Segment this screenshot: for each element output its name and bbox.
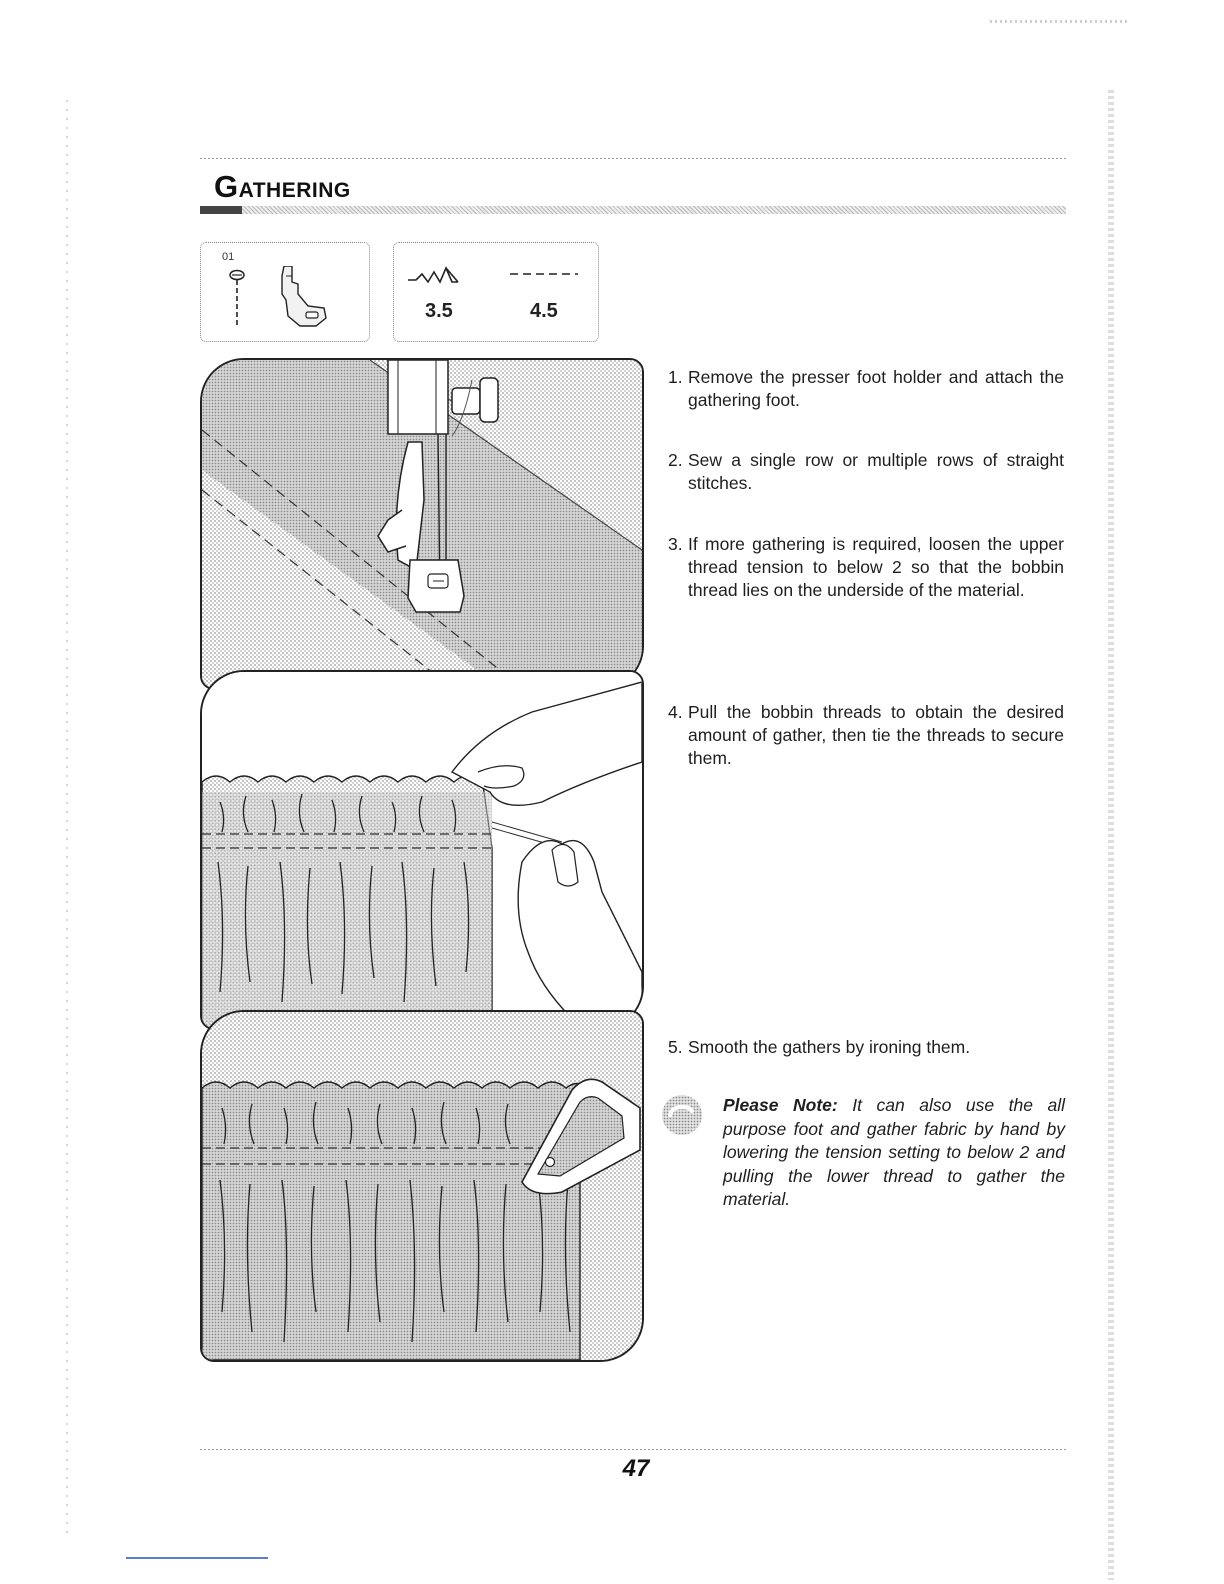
step-number: 1.: [668, 367, 683, 387]
note-icon: [660, 1093, 704, 1137]
step-text: Sew a single row or multiple rows of straight stitches.: [688, 450, 1064, 493]
stitch-width-value: 3.5: [425, 300, 453, 322]
straight-stitch-icon: [508, 266, 580, 282]
presser-foot-icon: [226, 266, 356, 332]
step-number: 5.: [668, 1037, 683, 1057]
illustration-ironing-panel: [200, 1010, 644, 1362]
illustration-sewing-panel: [200, 358, 644, 690]
presser-foot-code: 01: [222, 251, 235, 263]
step-number: 4.: [668, 702, 683, 722]
pulling-threads-illustration: [202, 672, 642, 1028]
scan-top-artifact: [990, 20, 1130, 23]
ironing-illustration: [202, 1012, 642, 1360]
step-text: Pull the bobbin threads to obtain the desired amount of gather, then tie the threads to secure them.: [688, 702, 1064, 768]
step-1: [668, 366, 1064, 412]
step-3: [668, 533, 1064, 602]
stitch-length-value: 4.5: [530, 300, 558, 322]
title-underline-accent: [200, 206, 242, 214]
title-initial: G: [214, 169, 239, 204]
step-number: 2.: [668, 450, 683, 470]
step-text: Remove the presser foot holder and attach the gathering foot.: [688, 367, 1064, 410]
top-rule: [200, 158, 1066, 159]
stitch-settings-box: [393, 242, 599, 342]
sewing-foot-illustration: [202, 360, 642, 688]
scan-link-line: [126, 1557, 268, 1559]
title-underline-bar: [200, 206, 1066, 214]
scan-page-edge: [1108, 90, 1114, 1580]
step-text: If more gathering is required, loosen the upper thread tension to below 2 so that the bobbin thread lies on the underside of the material.: [688, 534, 1064, 600]
title-rest: ATHERING: [238, 179, 351, 202]
page-number: 47: [622, 1455, 650, 1482]
step-5: [668, 1036, 1064, 1059]
step-2: [668, 449, 1064, 495]
note-label: Please Note:: [723, 1095, 838, 1115]
scan-left-edge: [66, 100, 68, 1540]
illustration-pulling-panel: [200, 670, 644, 1030]
please-note: [723, 1094, 1065, 1212]
bottom-rule: [200, 1449, 1066, 1450]
note-text: It can also use the all purpose foot and gather fabric by hand by lowering the tension setting to below 2 and pulling the lower thread to gather the material.: [723, 1095, 1065, 1209]
step-number: 3.: [668, 534, 683, 554]
page-title: [214, 169, 351, 205]
step-4: [668, 701, 1064, 770]
zigzag-stitch-icon: [406, 262, 492, 288]
step-text: Smooth the gathers by ironing them.: [688, 1037, 971, 1057]
